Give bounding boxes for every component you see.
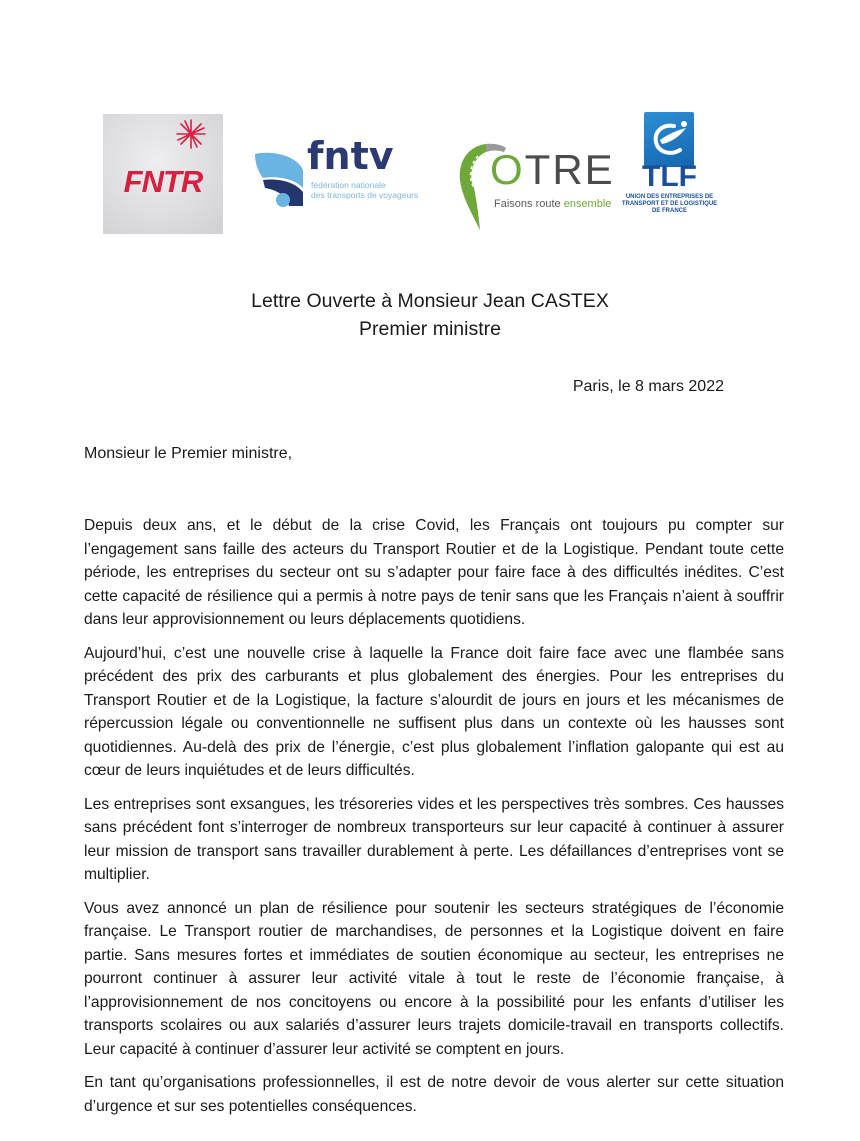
letter-greeting: Monsieur le Premier ministre, xyxy=(84,445,293,462)
fntv-logo xyxy=(253,134,423,212)
star-icon xyxy=(175,118,207,150)
otre-logo xyxy=(456,138,615,233)
fntv-subtitle xyxy=(311,180,418,200)
otre-tagline xyxy=(494,198,611,210)
letter-title-line: Lettre Ouverte à Monsieur Jean CASTEX xyxy=(251,290,609,312)
fntr-wordmark: FNTR xyxy=(123,164,203,199)
logo-bar xyxy=(0,108,860,238)
tlf-wordmark: TLF xyxy=(642,160,697,193)
body-paragraph: Vous avez annoncé un plan de résilience pour soutenir les secteurs stratégiques de l’économie française. Le Transport routier de marchandises, de personnes et la Logistique doivent en faire partie. Sans mesures fortes et immédiates de soutien économique au secteur, les entreprises ne pourront continuer à assurer leur activité vitale à tout le reste de l’économie française, à l’approvisionnement de nos concitoyens ou encore à la possibilité pour les enfants d’utiliser les transports scolaires ou aux salariés d’assurer leurs trajets domicile-travail en transports collectifs. Leur capacité à continuer d’assurer leur activité se comptent en jours. xyxy=(84,899,784,1058)
tlf-subtitle-line: UNION DES ENTREPRISES DE xyxy=(625,194,714,200)
body-paragraph: Depuis deux ans, et le début de la crise Covid, les Français ont toujours pu compter sur l’engagement sans faille des acteurs du Transport Routier et de la Logistique. Pendant toute cette période, les entreprises du secteur ont su s’adapter pour faire face à des difficultés inédites. C’est cette capacité de résilience qui a permis à notre pays de tenir sans que les Français n’aient à souffrir dans leur approvisionnement ou leurs déplacements quotidiens. xyxy=(84,517,784,628)
body-paragraph: Aujourd’hui, c’est une nouvelle crise à laquelle la France doit faire face avec une flambée sans précédent des prix des carburants et plus globalement des énergies. Pour les entreprises du Transport Routier et de la Logistique, la facture s’alourdit de jours en jours et les mécanismes de répercussion légale ou conventionnelle ne suffisent plus dans un contexte où les hausses sont quotidiennes. Au-delà des prix de l’énergie, c’est plus globalement l’inflation galopante qui est au cœur de leurs inquiétudes et de leurs difficultés. xyxy=(84,644,784,779)
tlf-swoosh-icon xyxy=(644,112,694,167)
letter-title xyxy=(0,287,860,343)
tlf-logo xyxy=(612,108,727,228)
fntv-emblem-icon xyxy=(253,148,311,208)
otre-o-letter: O xyxy=(490,146,525,193)
tlf-subtitle-line: TRANSPORT ET DE LOGISTIQUE xyxy=(621,201,718,207)
fntv-subtitle-line: des transports de voyageurs xyxy=(311,190,419,200)
fntr-logo xyxy=(103,114,223,234)
letter-subtitle-line: Premier ministre xyxy=(359,318,501,340)
letter-body xyxy=(84,514,784,1128)
otre-rest-letters: TRE xyxy=(524,146,615,193)
fntv-subtitle-line: fédération nationale xyxy=(311,180,386,190)
letter-date: Paris, le 8 mars 2022 xyxy=(572,378,724,395)
tlf-subtitle xyxy=(612,194,727,215)
tlf-emblem xyxy=(644,112,694,167)
body-paragraph: Les entreprises sont exsangues, les trésoreries vides et les perspectives très sombres. Ces hausses sans précédent font s’interroger de nombreux transporteurs sur leur capacité à continuer à assurer leur mission de transport sans travailler durablement à perte. Les défaillances d’entreprises vont se multiplier. xyxy=(84,795,784,883)
tlf-subtitle-line: DE FRANCE xyxy=(651,208,687,214)
body-paragraph: En tant qu’organisations professionnelles, il est de notre devoir de vous alerter sur cette situation d’urgence et sur ses potentielles conséquences. xyxy=(84,1074,784,1115)
otre-tagline-part: ensemble xyxy=(563,198,612,210)
otre-wordmark xyxy=(490,146,615,194)
fntv-wordmark: fntv xyxy=(307,134,394,178)
otre-tagline-part: Faisons route xyxy=(494,198,564,210)
